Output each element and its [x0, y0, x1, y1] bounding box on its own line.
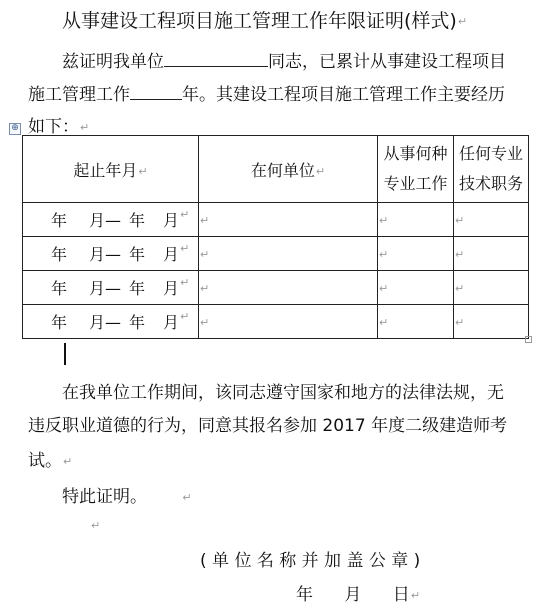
empty-paragraph: [90, 515, 100, 534]
body-line-1: 在我单位工作期间，该同志遵守国家和地方的法律法规，无: [62, 383, 504, 403]
paragraph-mark-icon: ↵: [80, 120, 90, 134]
profession-cell[interactable]: [378, 237, 454, 271]
closing-line: [62, 482, 192, 507]
text-cursor: [64, 343, 66, 365]
closing-text: 特此证明。: [62, 487, 147, 507]
intro-line-2-start: 施工管理工作: [28, 85, 130, 105]
table-row[interactable]: [23, 305, 529, 339]
header-unit: [199, 136, 378, 203]
title-cell[interactable]: [454, 203, 529, 237]
intro-line-2: [28, 80, 505, 105]
cell-mark-icon: ↵: [180, 310, 190, 323]
cell-mark-icon: ↵: [455, 316, 465, 329]
date-month-to: 月: [163, 313, 180, 332]
paragraph-mark-icon: ↵: [182, 490, 192, 504]
table-row[interactable]: [23, 203, 529, 237]
document-title-text: 从事建设工程项目施工管理工作年限证明(样式): [62, 10, 457, 32]
cell-mark-icon: ↵: [455, 248, 465, 261]
date-line-text: 年 月 日: [296, 585, 410, 605]
header-title-line2: 技术职务: [458, 174, 523, 193]
intro-line-3-text: 如下：: [28, 117, 79, 137]
body-line-3-text: 试。: [28, 451, 62, 471]
unit-cell[interactable]: [199, 305, 378, 339]
cell-mark-icon: ↵: [379, 214, 389, 227]
intro-line-1-start: 兹证明我单位: [62, 52, 164, 72]
paragraph-mark-icon: ↵: [63, 454, 73, 468]
header-profession-line1: 从事何种: [383, 144, 448, 163]
date-month-to: 月: [163, 279, 180, 298]
body-line-3: [28, 446, 72, 471]
date-month-from: 月—: [89, 245, 122, 264]
date-month-to: 月: [163, 211, 180, 230]
unit-cell[interactable]: [199, 203, 378, 237]
date-year-from: 年: [51, 245, 68, 264]
cell-mark-icon: ↵: [200, 248, 210, 261]
years-blank[interactable]: [130, 82, 182, 100]
name-blank[interactable]: [164, 49, 268, 67]
cell-mark-icon: ↵: [315, 164, 326, 178]
table-resize-handle[interactable]: [525, 336, 532, 343]
date-year-to: 年: [129, 279, 146, 298]
date-month-to: 月: [163, 245, 180, 264]
cell-mark-icon: ↵: [180, 242, 190, 255]
intro-line-2-end: 年。其建设工程项目施工管理工作主要经历: [182, 85, 505, 105]
cell-mark-icon: ↵: [455, 214, 465, 227]
intro-line-1: [62, 47, 506, 72]
header-period-text: 起止年月: [73, 160, 138, 180]
cell-mark-icon: ↵: [379, 316, 389, 329]
profession-cell[interactable]: [378, 305, 454, 339]
seal-line: ( 单 位 名 称 并 加 盖 公 章 ): [200, 551, 421, 571]
unit-cell[interactable]: [199, 237, 378, 271]
date-year-from: 年: [51, 211, 68, 230]
header-profession-line2: 专业工作: [383, 174, 448, 193]
cell-mark-icon: ↵: [200, 316, 210, 329]
intro-line-1-end: 同志，已累计从事建设工程项目: [268, 52, 506, 72]
header-period: [23, 136, 199, 203]
period-cell[interactable]: [23, 203, 199, 237]
cell-mark-icon: ↵: [138, 164, 148, 178]
cell-mark-icon: ↵: [200, 214, 210, 227]
cell-mark-icon: ↵: [379, 282, 389, 295]
date-year-from: 年: [51, 313, 68, 332]
date-year-to: 年: [129, 313, 146, 332]
unit-cell[interactable]: [199, 271, 378, 305]
title-cell[interactable]: [454, 237, 529, 271]
date-line: [296, 580, 420, 605]
paragraph-mark-icon: ↵: [410, 588, 421, 602]
table-move-handle-icon[interactable]: ⊕: [9, 123, 21, 135]
profession-cell[interactable]: [378, 203, 454, 237]
paragraph-mark-icon: ↵: [91, 519, 101, 532]
paragraph-mark-icon: ↵: [457, 15, 468, 28]
table-row[interactable]: [23, 271, 529, 305]
work-history-table: [22, 135, 529, 339]
header-title: [454, 136, 529, 203]
date-month-from: 月—: [89, 279, 122, 298]
cell-mark-icon: ↵: [455, 282, 465, 295]
period-cell[interactable]: [23, 305, 199, 339]
document-title: [62, 6, 467, 33]
date-year-to: 年: [129, 211, 146, 230]
table-header-row: [23, 136, 529, 203]
date-year-to: 年: [129, 245, 146, 264]
date-month-from: 月—: [89, 211, 122, 230]
header-unit-text: 在何单位: [250, 160, 315, 180]
profession-cell[interactable]: [378, 271, 454, 305]
cell-mark-icon: ↵: [180, 276, 190, 289]
date-year-from: 年: [51, 279, 68, 298]
intro-line-3: [28, 112, 89, 137]
cell-mark-icon: ↵: [200, 282, 210, 295]
title-cell[interactable]: [454, 305, 529, 339]
cell-mark-icon: ↵: [180, 208, 190, 221]
period-cell[interactable]: [23, 237, 199, 271]
header-profession: [378, 136, 454, 203]
cell-mark-icon: ↵: [379, 248, 389, 261]
period-cell[interactable]: [23, 271, 199, 305]
title-cell[interactable]: [454, 271, 529, 305]
header-title-line1: 任何专业: [458, 144, 523, 163]
body-line-2: 违反职业道德的行为，同意其报名参加 2017 年度二级建造师考: [28, 416, 508, 436]
date-month-from: 月—: [89, 313, 122, 332]
table-row[interactable]: [23, 237, 529, 271]
